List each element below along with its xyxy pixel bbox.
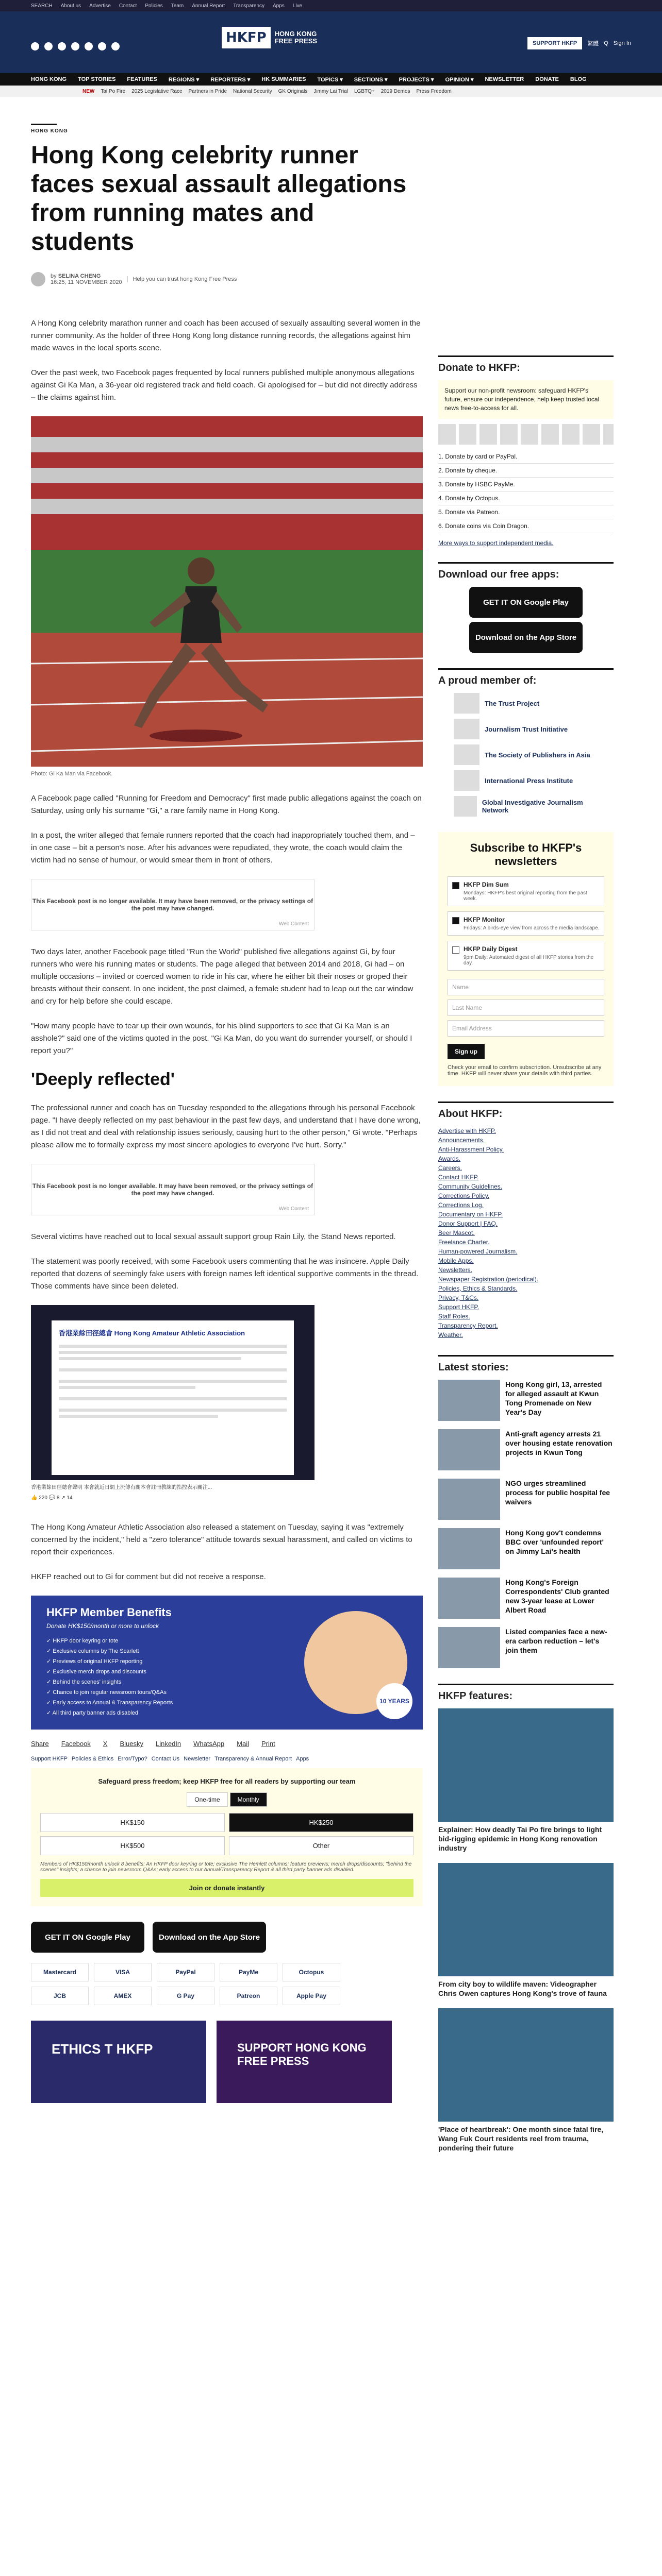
partner-logo-icon [454, 719, 479, 739]
amount-option-3[interactable]: Other [229, 1836, 413, 1855]
topbar-link-0[interactable]: SEARCH [31, 3, 53, 9]
benefit-4: ✓ Behind the scenes' insights [46, 1679, 122, 1685]
publish-date: 16:25, 11 NOVEMBER 2020 [51, 279, 122, 285]
support-link-2[interactable]: Error/Typo? [118, 1756, 147, 1762]
payment-logos [31, 1963, 340, 2005]
story-thumbnail [438, 1429, 500, 1470]
byline [31, 272, 423, 286]
nav-item-4[interactable]: REPORTERS ▾ [210, 76, 251, 83]
threads-icon[interactable] [98, 42, 106, 50]
about-link-10[interactable]: Donor Support | FAQ. [438, 1220, 498, 1227]
sign-in-link[interactable]: Sign In [613, 40, 631, 46]
latest-story-3[interactable] [438, 1528, 614, 1569]
payment-logo-3: PayMe [220, 1963, 277, 1981]
story-title: Hong Kong's Foreign Correspondents' Club granted new 3-year lease at Lower Albert Road [505, 1578, 609, 1614]
topbar-link-4[interactable]: Policies [145, 3, 163, 9]
payment-logo-7: G Pay [157, 1987, 214, 2005]
about-link-7[interactable]: Corrections Policy. [438, 1192, 490, 1199]
nav-item-11[interactable]: DONATE [535, 76, 559, 82]
payment-methods-strip [438, 424, 614, 445]
sidebar [438, 355, 614, 2163]
benefit-5: ✓ Chance to join regular newsroom tours/Q&As [46, 1689, 167, 1696]
logo-mark: HKFP [222, 27, 271, 48]
partner-logo-icon [454, 770, 479, 791]
trending-link-1[interactable]: 2025 Legislative Race [131, 88, 183, 94]
article-category[interactable]: HONG KONG [31, 128, 68, 134]
paragraph-10: The Hong Kong Amateur Athletic Association also released a statement on Tuesday, saying it was "extremely concerned by the incident," held a "zero tolerance" attitude towards sexual harassment, and called on victims to report their experiences. [31, 1523, 412, 1556]
share-link-7[interactable]: Print [261, 1740, 275, 1748]
about-link-22[interactable]: Weather. [438, 1331, 463, 1338]
facebook-post-caption [31, 1480, 315, 1506]
topbar-link-1[interactable]: About us [60, 3, 81, 9]
partner-name: International Press Institute [485, 776, 573, 785]
topbar-link-6[interactable]: Annual Report [192, 3, 225, 9]
about-link-17[interactable]: Policies, Ethics & Standards. [438, 1285, 518, 1292]
story-thumbnail [438, 1528, 500, 1569]
donate-method-3[interactable]: 4. Donate by Octopus. [438, 492, 614, 505]
about-link-0[interactable]: Advertise with HKFP. [438, 1127, 496, 1134]
nav-item-12[interactable]: BLOG [570, 76, 587, 82]
statement-document [52, 1320, 294, 1475]
support-link-1[interactable]: Policies & Ethics [71, 1756, 114, 1762]
benefit-2: ✓ Previews of original HKFP reporting [46, 1658, 143, 1665]
frequency-option-0[interactable]: One-time [187, 1792, 227, 1807]
support-link-6[interactable]: Apps [296, 1756, 309, 1762]
story-thumbnail [438, 1578, 500, 1619]
partner-logos [438, 693, 614, 817]
fb-stats: 👍 220 💬 8 ↗ 14 [31, 1495, 73, 1501]
story-thumbnail [438, 1380, 500, 1421]
app-store-button[interactable]: Download on the App Store [469, 622, 583, 653]
category-rule [31, 124, 57, 125]
about-link-19[interactable]: Support HKFP. [438, 1303, 479, 1311]
about-link-15[interactable]: Newsletters. [438, 1266, 473, 1274]
search-icon[interactable]: Q [604, 40, 608, 46]
newsletter-box [438, 832, 614, 1086]
about-link-21[interactable]: Transparency Report. [438, 1322, 498, 1329]
site-logo[interactable] [222, 27, 317, 48]
embed-text: This Facebook post is no longer available. It may have been removed, or the privacy settings of the post may have changed. [32, 897, 313, 912]
newsletter-option-1[interactable] [448, 911, 604, 936]
share-link-3[interactable]: Bluesky [120, 1740, 143, 1748]
embed-text: This Facebook post is no longer available. It may have been removed, or the privacy settings of the post may have changed. [32, 1182, 313, 1197]
feature-title: From city boy to wildlife maven: Videographer Chris Owen captures Hong Kong's trove of fauna [438, 1980, 607, 1997]
latest-title: Latest stories: [438, 1355, 614, 1374]
section-heading: 'Deeply reflected' [31, 1070, 175, 1089]
newsletter-field-2[interactable]: Email Address [448, 1020, 604, 1037]
language-switch[interactable]: 繁體 [587, 41, 599, 47]
newsletter-option-0[interactable] [448, 876, 604, 906]
story-title: NGO urges streamlined process for public hospital fee waivers [505, 1479, 610, 1506]
story-title: Anti-graft agency arrests 21 over housing estate renovation projects in Kwun Tong [505, 1430, 613, 1456]
latest-story-4[interactable] [438, 1578, 614, 1619]
site-header [0, 11, 662, 73]
feature-image [438, 2008, 614, 2122]
about-link-5[interactable]: Contact HKFP. [438, 1174, 479, 1181]
logo-line-1: HONG KONG [274, 30, 317, 38]
story-thumbnail [438, 1627, 500, 1668]
about-link-3[interactable]: Awards. [438, 1155, 461, 1162]
newsletter-desc: Mondays: HKFP's best original reporting from the past week. [464, 890, 587, 902]
topbar-link-2[interactable]: Advertise [89, 3, 111, 9]
facebook-post-embed[interactable] [31, 1305, 315, 1480]
about-link-18[interactable]: Privacy, T&Cs. [438, 1294, 479, 1301]
partner-name: Journalism Trust Initiative [485, 725, 568, 733]
support-link-4[interactable]: Newsletter [184, 1756, 211, 1762]
share-bar [31, 1740, 423, 1748]
support-link-3[interactable]: Contact Us [151, 1756, 180, 1762]
share-link-2[interactable]: X [103, 1740, 108, 1748]
feature-image [438, 1863, 614, 1976]
linkedin-icon[interactable] [85, 42, 93, 50]
telegram-icon[interactable] [111, 42, 120, 50]
partner-logo-icon [454, 744, 479, 765]
paragraph-6: "How many people have to tear up their own wounds, for his blind supporters to see that Gi Ka Man is an asshole?" said one of the victims quoted in the post. "Gi Ka Man, do you want do surrender yourself, or should I report you?" [31, 1022, 412, 1055]
donate-intro: Support our non-profit newsroom: safeguard HKFP's future, ensure our independence, help keep trusted local news free-to-access for all. [438, 380, 614, 419]
trending-link-6[interactable]: LGBTQ+ [354, 88, 375, 94]
story-title: Hong Kong gov't condemns BBC over 'unfounded report' on Jimmy Lai's health [505, 1529, 604, 1555]
newsletter-desc: 9pm Daily: Automated digest of all HKFP stories from the day. [464, 955, 594, 966]
about-link-12[interactable]: Freelance Charter. [438, 1239, 490, 1246]
partner-name: Global Investigative Journalism Network [482, 799, 583, 814]
association-name: 香港業餘田徑總會 Hong Kong Amateur Athletic Association [59, 1329, 245, 1337]
article-title: Hong Kong celebrity runner faces sexual assault allegations from running mates and students [31, 142, 407, 256]
paragraph-3: A Facebook page called "Running for Freedom and Democracy" first made public allegations against the coach on Saturday, using only his surname "Gi," a rare family name in Hong Kong. [31, 794, 422, 815]
benefit-1: ✓ Exclusive columns by The Scarlett [46, 1648, 139, 1654]
amount-option-1[interactable]: HK$250 [229, 1813, 413, 1832]
latest-stories [438, 1380, 614, 1668]
partner-2[interactable] [454, 744, 598, 765]
story-title: Listed companies face a new-era carbon reduction – let's join them [505, 1628, 607, 1654]
feature-title: Explainer: How deadly Tai Po fire brings to light bid-rigging epidemic in Hong Kong renovation industry [438, 1825, 602, 1852]
inline-donate [31, 1768, 423, 1906]
x-icon[interactable] [44, 42, 53, 50]
share-link-6[interactable]: Mail [237, 1740, 249, 1748]
trending-link-4[interactable]: GK Originals [278, 88, 308, 94]
member-benefits-banner[interactable] [31, 1596, 423, 1730]
payment-logo-4: Octopus [283, 1963, 340, 1981]
newsletter-option-2[interactable] [448, 941, 604, 971]
join-donate-button[interactable]: Join or donate instantly [40, 1879, 413, 1897]
newsletter-field-1[interactable]: Last Name [448, 999, 604, 1016]
newsletter-fields [448, 979, 604, 1037]
ten-years-badge: 10 YEARS [376, 1683, 412, 1719]
about-link-1[interactable]: Announcements. [438, 1137, 485, 1144]
paragraph-5: Two days later, another Facebook page titled "Run the World" published five allegations against Gi, by four runners who were his running mates or students. The page alleged that between 2014 and 2018, Gi had – on multiple occasions – invited or coerced women to ride in his car, where he either bit their noses or groped their breasts without their consent. In one incident, the post claimed, a female student had to leap out the car window and cry for help before she could escape. [31, 947, 413, 1006]
topbar-link-9[interactable]: Live [292, 3, 303, 9]
feature-story-2[interactable] [438, 2008, 614, 2153]
nav-item-2[interactable]: FEATURES [127, 76, 157, 82]
about-link-14[interactable]: Mobile Apps. [438, 1257, 474, 1264]
partners-title: A proud member of: [438, 668, 614, 687]
partner-name: The Trust Project [485, 699, 540, 707]
payment-logo-0: Mastercard [31, 1963, 89, 1981]
donate-method-4[interactable]: 5. Donate via Patreon. [438, 505, 614, 519]
latest-story-5[interactable] [438, 1627, 614, 1668]
donate-note: Members of HK$150/month unlock 8 benefits: An HKFP door keyring or tote; exclusive The Hemlett columns; feature previews; merch drops/discounts; "behind the scenes" insights; a chance to join newsroom Q&As; early access to our Annual/Transparency Report & all third party banner ads disabled. [40, 1861, 412, 1873]
about-link-9[interactable]: Documentary on HKFP. [438, 1211, 503, 1218]
paragraph-1: A Hong Kong celebrity marathon runner and coach has been accused of sexually assaulting several women in the runner community. As the holder of three Hong Kong long distance running records, the allegations against him made waves in the local sports scene. [31, 319, 421, 352]
payment-logo-1: VISA [94, 1963, 152, 1981]
about-link-11[interactable]: Beer Mascot. [438, 1229, 475, 1236]
more-ways-link[interactable]: More ways to support independent media. [438, 539, 554, 547]
social-icons [31, 42, 120, 50]
facebook-embed-unavailable-2 [31, 1164, 315, 1215]
story-thumbnail [438, 1479, 500, 1520]
about-title: About HKFP: [438, 1101, 614, 1120]
feature-story-0[interactable] [438, 1708, 614, 1853]
topbar-link-8[interactable]: Apps [272, 3, 285, 9]
payment-logo-2: PayPal [157, 1963, 214, 1981]
runner-photo-illustration [31, 416, 423, 767]
features-title: HKFP features: [438, 1684, 614, 1702]
latest-story-0[interactable] [438, 1380, 614, 1421]
newsletter-desc: Fridays: A birds-eye view from across the media landscape. [464, 925, 600, 931]
trending-link-0[interactable]: Tai Po Fire [101, 88, 126, 94]
amount-option-0[interactable]: HK$150 [40, 1813, 225, 1832]
donate-title: Donate to HKFP: [438, 355, 614, 374]
feature-story-1[interactable] [438, 1863, 614, 1998]
topbar-link-7[interactable]: Transparency [233, 3, 264, 9]
newsletter-field-0[interactable]: Name [448, 979, 604, 995]
footer-google-play-button[interactable]: GET IT ON Google Play [31, 1922, 144, 1953]
paragraph-11: HKFP reached out to Gi for comment but did not receive a response. [31, 1572, 266, 1581]
nav-item-3[interactable]: REGIONS ▾ [168, 76, 200, 83]
share-link-4[interactable]: LinkedIn [156, 1740, 181, 1748]
benefits-title: HKFP Member Benefits [46, 1606, 172, 1619]
facebook-icon[interactable] [31, 42, 39, 50]
trending-link-2[interactable]: Partners in Pride [188, 88, 227, 94]
partner-1[interactable] [454, 719, 598, 739]
trending-link-3[interactable]: National Security [233, 88, 272, 94]
amount-options [40, 1813, 413, 1855]
story-title: Hong Kong girl, 13, arrested for alleged assault at Kwun Tong Promenade on New Year's Day [505, 1380, 602, 1416]
nav-item-10[interactable]: NEWSLETTER [485, 76, 524, 82]
payment-logo-6: AMEX [94, 1987, 152, 2005]
topbar-link-3[interactable]: Contact [119, 3, 137, 9]
topbar-link-5[interactable]: Team [171, 3, 184, 9]
newsletter-title: Subscribe to HKFP's newsletters [470, 841, 582, 868]
partner-4[interactable] [454, 796, 598, 817]
sign-up-button[interactable]: Sign up [448, 1044, 485, 1059]
author-name[interactable]: SELINA CHENG [58, 273, 101, 279]
latest-story-2[interactable] [438, 1479, 614, 1520]
benefit-7: ✓ All third party banner ads disabled [46, 1710, 138, 1716]
youtube-icon[interactable] [71, 42, 79, 50]
support-promo[interactable]: SUPPORT HONG KONG FREE PRESS [217, 2021, 392, 2103]
facebook-embed-unavailable-1 [31, 879, 315, 930]
support-link-0[interactable]: Support HKFP [31, 1756, 68, 1762]
about-link-8[interactable]: Corrections Log. [438, 1201, 484, 1209]
payment-logo-8: Patreon [220, 1987, 277, 2005]
footer-store-buttons [31, 1922, 423, 1953]
paragraph-4: In a post, the writer alleged that female runners reported that the coach had inappropriately touched them, and – in one case – bit a person's nose. After his advances were repudiated, they wrote, the coach would claim the victim had no sense of humour, or would smear them in front of others. [31, 831, 415, 865]
support-hkfp-button[interactable]: SUPPORT HKFP [527, 37, 582, 49]
nav-item-6[interactable]: TOPICS ▾ [317, 76, 343, 83]
frequency-option-1[interactable]: Monthly [230, 1792, 267, 1807]
nav-item-1[interactable]: TOP STORIES [78, 76, 116, 82]
article [31, 124, 423, 2103]
newsletter-name: HKFP Monitor [464, 916, 505, 923]
benefit-3: ✓ Exclusive merch drops and discounts [46, 1669, 146, 1675]
newsletter-options [448, 876, 604, 971]
trending-link-8[interactable]: Press Freedom [416, 88, 452, 94]
about-link-13[interactable]: Human-powered Journalism. [438, 1248, 518, 1255]
trending-link-5[interactable]: Jimmy Lai Trial [313, 88, 348, 94]
newsletter-name: HKFP Dim Sum [464, 881, 509, 888]
instagram-icon[interactable] [58, 42, 66, 50]
share-link-0[interactable]: Share [31, 1740, 49, 1748]
support-link-5[interactable]: Transparency & Annual Report [214, 1756, 292, 1762]
nav-item-9[interactable]: OPINION ▾ [445, 76, 474, 83]
benefits-list [46, 1636, 173, 1718]
feature-stories [438, 1708, 614, 2153]
partner-3[interactable] [454, 770, 598, 791]
feature-title: 'Place of heartbreak': One month since fatal fire, Wang Fuk Court residents reel from trauma, pondering their future [438, 2125, 604, 2152]
donate-method-0[interactable]: 1. Donate by card or PayPal. [438, 450, 614, 464]
paragraph-2: Over the past week, two Facebook pages frequented by local runners published multiple anonymous allegations against Gi Ka Man, a 36-year old registered track and field coach. Gi apologised for – but did not directly address – the claims against him. [31, 368, 418, 402]
donate-method-5[interactable]: 6. Donate coins via Coin Dragon. [438, 519, 614, 533]
about-links [438, 1126, 614, 1340]
runner-photo [31, 416, 423, 767]
partner-0[interactable] [454, 693, 598, 714]
benefits-subtitle: Donate HK$150/month or more to unlock [46, 1622, 159, 1630]
about-link-6[interactable]: Community Guidelines. [438, 1183, 503, 1190]
ethics-promo[interactable]: ETHICS T HKFP [31, 2021, 206, 2103]
amount-option-2[interactable]: HK$500 [40, 1836, 225, 1855]
newsletter-name: HKFP Daily Digest [464, 945, 518, 953]
frequency-toggle [40, 1792, 413, 1807]
share-link-5[interactable]: WhatsApp [193, 1740, 225, 1748]
latest-story-1[interactable] [438, 1429, 614, 1470]
author-avatar [31, 272, 45, 286]
paragraph-7: The professional runner and coach has on Tuesday responded to the allegations through his personal Facebook page. "I have deeply reflected on my past behaviour in the past few days, and understand that I have done wrong, as I did not treat and deal with relationship issues seriously, causing hurt to the other person," Gi wrote. "Perhaps please allow me to formally express my most sincere apologies to everyone I've hurt. Sorry." [31, 1104, 421, 1149]
by-label: by [51, 273, 57, 279]
partner-logo-icon [454, 796, 477, 817]
support-links [31, 1756, 423, 1762]
about-link-16[interactable]: Newspaper Registration (periodical). [438, 1276, 539, 1283]
trust-link[interactable]: Help you can trust hong Kong Free Press [127, 276, 237, 282]
footer-app-store-button[interactable]: Download on the App Store [153, 1922, 266, 1953]
donate-method-2[interactable]: 3. Donate by HSBC PayMe. [438, 478, 614, 492]
nav-item-7[interactable]: SECTIONS ▾ [354, 76, 388, 83]
partner-logo-icon [454, 693, 479, 714]
paragraph-8: Several victims have reached out to local sexual assault support group Rain Lily, the Stand News reported. [31, 1232, 396, 1241]
promo-tiles [31, 2021, 423, 2103]
about-link-4[interactable]: Careers. [438, 1164, 462, 1172]
payment-logo-9: Apple Pay [283, 1987, 340, 2005]
nav-item-8[interactable]: PROJECTS ▾ [399, 76, 434, 83]
donate-banner: Safeguard press freedom; keep HKFP free for all readers by supporting our team [98, 1777, 356, 1785]
photo-caption: Photo: Gi Ka Man via Facebook. [31, 771, 113, 777]
donate-methods [438, 450, 614, 533]
signup-note: Check your email to confirm subscription. Unsubscribe at any time. HKFP will never share your details with third parties. [448, 1064, 602, 1077]
benefit-6: ✓ Early access to Annual & Transparency Reports [46, 1700, 173, 1706]
fb-caption: 香港業餘田徑總會聲明 本會就近日網上流傳有關本會註冊教練的指控表示關注... [31, 1485, 212, 1490]
trending-bar [0, 86, 662, 97]
main-nav [0, 73, 662, 86]
new-label: NEW [82, 88, 95, 94]
trending-link-7[interactable]: 2019 Demos [380, 88, 410, 94]
nav-item-0[interactable]: HONG KONG [31, 76, 67, 82]
paragraph-9: The statement was poorly received, with some Facebook users commenting that he was insincere. Apple Daily reported that dozens of seemingly fake users with foreign names left identical supportive comments in the thread. Those comments have since been deleted. [31, 1257, 419, 1291]
benefit-0: ✓ HKFP door keyring or tote [46, 1638, 119, 1644]
apps-title: Download our free apps: [438, 562, 614, 581]
about-link-2[interactable]: Anti-Harassment Policy. [438, 1146, 504, 1153]
partner-name: The Society of Publishers in Asia [485, 751, 590, 759]
nav-item-5[interactable]: HK SUMMARIES [261, 76, 306, 82]
logo-line-2: FREE PRESS [274, 37, 318, 45]
feature-image [438, 1708, 614, 1822]
payment-logo-5: JCB [31, 1987, 89, 2005]
embed-credit: Web Content [278, 1206, 309, 1212]
embed-credit: Web Content [278, 921, 309, 927]
about-link-20[interactable]: Staff Roles. [438, 1313, 470, 1320]
google-play-button[interactable]: GET IT ON Google Play [469, 587, 583, 618]
share-link-1[interactable]: Facebook [61, 1740, 91, 1748]
top-utility-bar [0, 0, 662, 11]
donate-method-1[interactable]: 2. Donate by cheque. [438, 464, 614, 478]
